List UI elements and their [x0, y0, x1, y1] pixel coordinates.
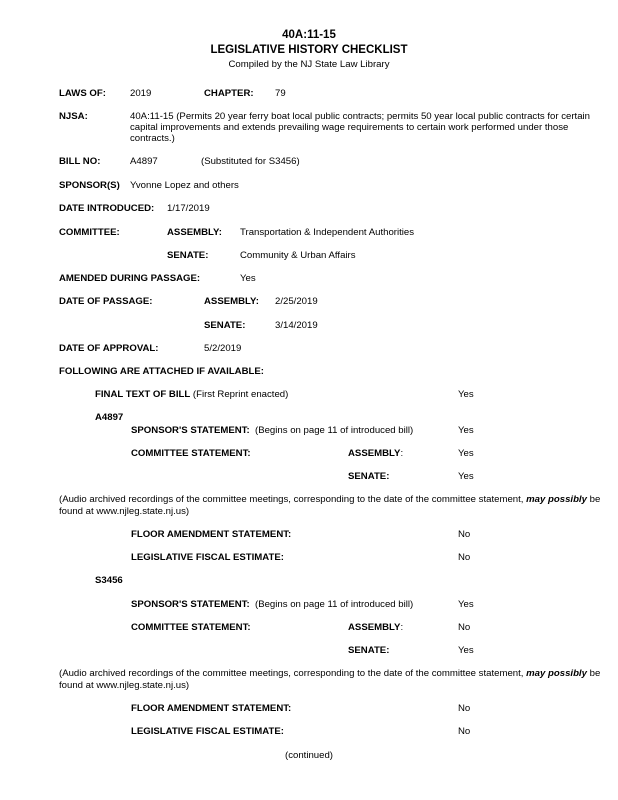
- amended-label: AMENDED DURING PASSAGE:: [59, 273, 201, 284]
- s3456-audio-note-text: (Audio archived recordings of the committee meetings, corresponding to the date of the committee statement,: [59, 668, 527, 679]
- s3456-audio-note-url: be found at www.njleg.state.nj.us): [59, 668, 601, 691]
- final-text-row: [95, 389, 288, 401]
- s3456-committee-assembly-label: ASSEMBLY: [348, 622, 401, 633]
- njsa-text-line-2: capital improvements and extends prevailing wage requirements to certain work performed under those: [130, 122, 569, 133]
- s3456-sponsor-statement-value: Yes: [458, 599, 474, 610]
- s3456-committee-senate-label: SENATE:: [348, 645, 390, 656]
- a4897-committee-assembly-colon: :: [400, 448, 404, 459]
- s3456-floor-amendment-label: FLOOR AMENDMENT STATEMENT:: [131, 703, 292, 714]
- s3456-committee-statement-label: COMMITTEE STATEMENT:: [131, 622, 251, 633]
- njsa-label: NJSA:: [59, 111, 88, 122]
- final-text-label: FINAL TEXT OF BILL: [95, 389, 191, 400]
- a4897-audio-note-emphasis: may possibly: [526, 494, 587, 505]
- bill-substitution-note: (Substituted for S3456): [201, 156, 300, 167]
- sponsors-label: SPONSOR(S): [59, 180, 120, 191]
- s3456-committee-assembly-colon: :: [400, 622, 404, 633]
- committee-senate-value: Community & Urban Affairs: [240, 250, 356, 261]
- a4897-sponsor-statement-row: [131, 425, 413, 437]
- bill-s3456-heading: S3456: [95, 575, 123, 586]
- continued-note: (continued): [285, 750, 333, 761]
- final-text-value: Yes: [458, 389, 474, 400]
- final-text-note: (First Reprint enacted): [192, 389, 289, 400]
- s3456-fiscal-estimate-value: No: [458, 726, 471, 737]
- s3456-committee-senate-value: Yes: [458, 645, 474, 656]
- s3456-fiscal-estimate-label: LEGISLATIVE FISCAL ESTIMATE:: [131, 726, 284, 737]
- s3456-sponsor-statement-label: SPONSOR'S STATEMENT:: [131, 599, 250, 610]
- following-attached-heading: FOLLOWING ARE ATTACHED IF AVAILABLE:: [59, 366, 264, 377]
- passage-senate-label: SENATE:: [204, 320, 246, 331]
- s3456-audio-note: [59, 668, 607, 692]
- compiled-by: Compiled by the NJ State Law Library: [228, 59, 390, 70]
- a4897-sponsor-statement-value: Yes: [458, 425, 474, 436]
- a4897-audio-note-text: (Audio archived recordings of the committee meetings, corresponding to the date of the committee statement,: [59, 494, 527, 505]
- laws-of-value: 2019: [130, 88, 152, 99]
- s3456-sponsor-statement-row: [131, 599, 413, 611]
- a4897-committee-assembly-value: Yes: [458, 448, 474, 459]
- date-of-passage-label: DATE OF PASSAGE:: [59, 296, 153, 307]
- s3456-committee-assembly-row: [348, 622, 403, 634]
- a4897-audio-note: [59, 494, 607, 518]
- committee-assembly-value: Transportation & Independent Authorities: [240, 227, 415, 238]
- a4897-committee-assembly-row: [348, 448, 403, 460]
- date-of-approval-label: DATE OF APPROVAL:: [59, 343, 159, 354]
- s3456-floor-amendment-value: No: [458, 703, 471, 714]
- njsa-text-line-1: 40A:11-15 (Permits 20 year ferry boat local public contracts; permits 50 year local public contracts for certain: [130, 111, 590, 122]
- bill-no-label: BILL NO:: [59, 156, 101, 167]
- passage-senate-date: 3/14/2019: [275, 320, 318, 331]
- date-of-approval-value: 5/2/2019: [204, 343, 242, 354]
- njsa-text-line-3: contracts.): [130, 133, 175, 144]
- a4897-committee-senate-label: SENATE:: [348, 471, 390, 482]
- date-introduced-label: DATE INTRODUCED:: [59, 203, 155, 214]
- chapter-label: CHAPTER:: [204, 88, 254, 99]
- a4897-floor-amendment-value: No: [458, 529, 471, 540]
- a4897-floor-amendment-label: FLOOR AMENDMENT STATEMENT:: [131, 529, 292, 540]
- s3456-committee-assembly-value: No: [458, 622, 471, 633]
- a4897-fiscal-estimate-label: LEGISLATIVE FISCAL ESTIMATE:: [131, 552, 284, 563]
- a4897-fiscal-estimate-value: No: [458, 552, 471, 563]
- passage-assembly-date: 2/25/2019: [275, 296, 318, 307]
- sponsors-value: Yvonne Lopez and others: [130, 180, 239, 191]
- chapter-value: 79: [275, 88, 286, 99]
- document-title: LEGISLATIVE HISTORY CHECKLIST: [210, 44, 408, 56]
- date-introduced-value: 1/17/2019: [167, 203, 210, 214]
- laws-of-label: LAWS OF:: [59, 88, 106, 99]
- document-number: 40A:11-15: [282, 29, 336, 41]
- bill-no-value: A4897: [130, 156, 158, 167]
- amended-value: Yes: [240, 273, 256, 284]
- a4897-audio-note-url: be found at www.njleg.state.nj.us): [59, 494, 601, 517]
- s3456-audio-note-emphasis: may possibly: [526, 668, 587, 679]
- a4897-committee-statement-label: COMMITTEE STATEMENT:: [131, 448, 251, 459]
- a4897-committee-assembly-label: ASSEMBLY: [348, 448, 401, 459]
- committee-label: COMMITTEE:: [59, 227, 120, 238]
- committee-senate-label: SENATE:: [167, 250, 209, 261]
- a4897-sponsor-statement-note: (Begins on page 11 of introduced bill): [255, 425, 414, 436]
- passage-assembly-label: ASSEMBLY:: [204, 296, 259, 307]
- s3456-sponsor-statement-note: (Begins on page 11 of introduced bill): [255, 599, 414, 610]
- a4897-committee-senate-value: Yes: [458, 471, 474, 482]
- a4897-sponsor-statement-label: SPONSOR'S STATEMENT:: [131, 425, 250, 436]
- committee-assembly-label: ASSEMBLY:: [167, 227, 222, 238]
- bill-a4897-heading: A4897: [95, 412, 124, 423]
